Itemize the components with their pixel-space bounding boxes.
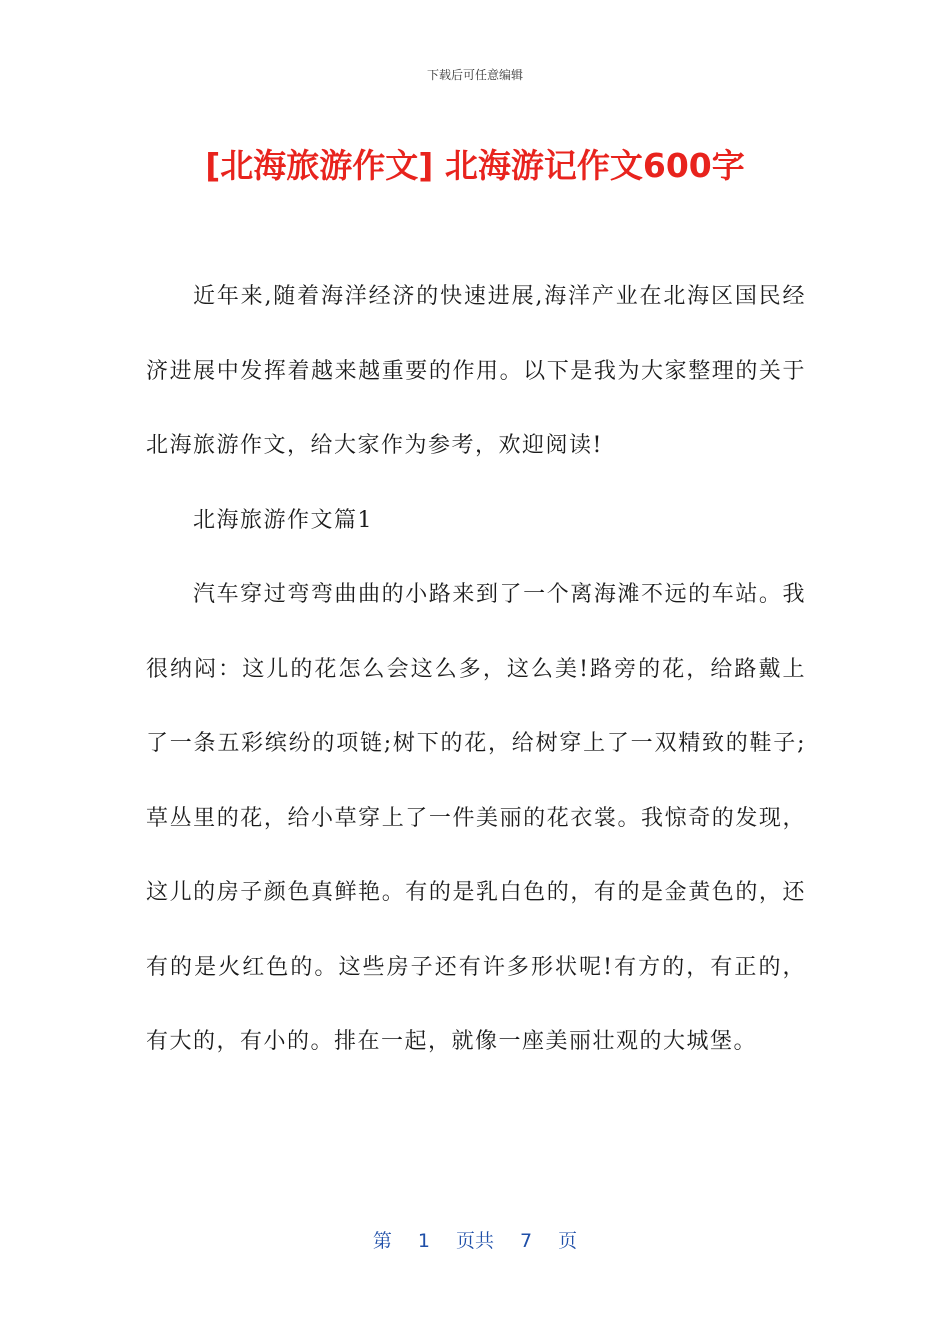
page-footer — [0, 1226, 950, 1253]
paragraph-essay: 汽车穿过弯弯曲曲的小路来到了一个离海滩不远的车站。我很纳闷：这儿的花怎么会这么多，这么美!路旁的花，给路戴上了一条五彩缤纷的项链;树下的花，给树穿上了一双精致的鞋子;草丛里的花，给小草穿上了一件美丽的花衣裳。我惊奇的发现，这儿的房子颜色真鲜艳。有的是乳白色的，有的是金黄色的，还有的是火红色的。这些房子还有许多形状呢!有方的，有正的，有大的，有小的。排在一起，就像一座美丽壮观的大城堡。 — [146, 582, 806, 1054]
document-title: [北海旅游作文] 北海游记作文600字 — [205, 146, 745, 185]
section-heading: 北海旅游作文篇1 — [193, 507, 373, 533]
document-body — [146, 260, 806, 1080]
paragraph-intro: 近年来,随着海洋经济的快速进展,海洋产业在北海区国民经济进展中发挥着越来越重要的作用。以下是我为大家整理的关于北海旅游作文，给大家作为参考，欢迎阅读! — [146, 284, 806, 458]
footer-page-prefix: 第 — [372, 1230, 392, 1252]
page-header-note: 下载后可任意编辑 — [426, 68, 523, 82]
footer-page-suffix: 页 — [558, 1230, 578, 1252]
footer-page-middle: 页共 — [455, 1230, 494, 1252]
footer-page-total: 7 — [520, 1230, 533, 1252]
footer-page-number: 1 — [417, 1230, 430, 1252]
